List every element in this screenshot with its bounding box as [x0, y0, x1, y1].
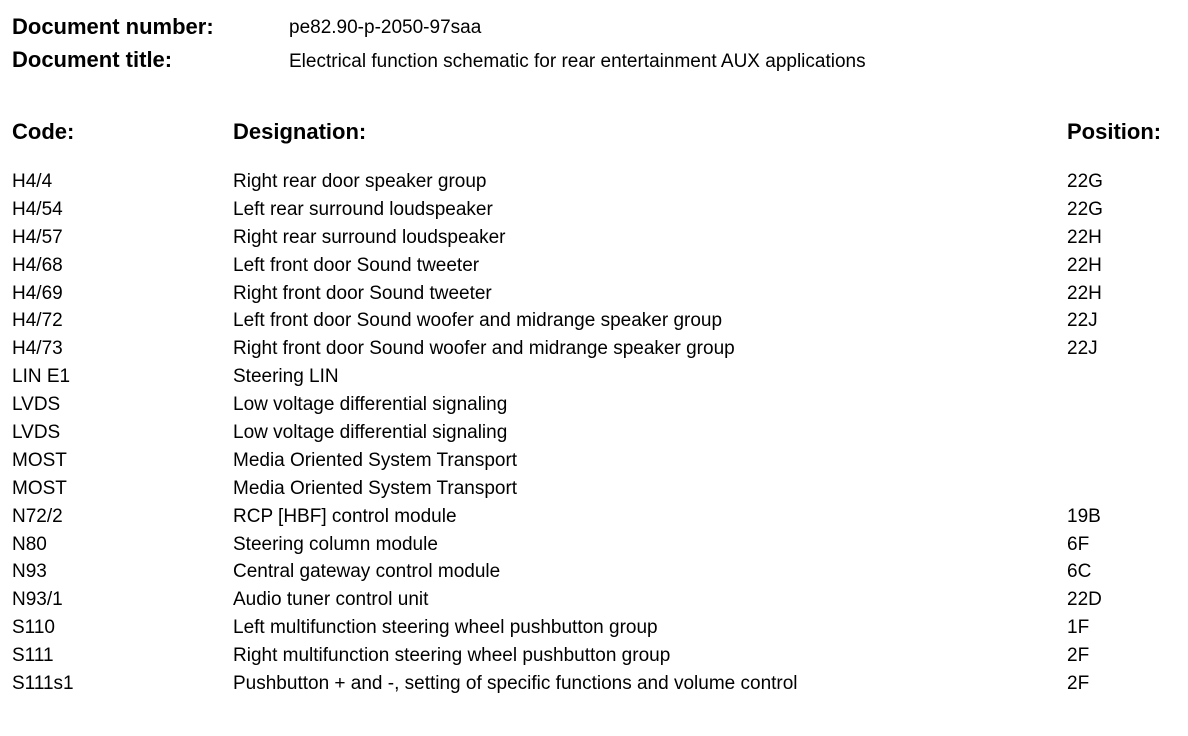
cell-designation: Right front door Sound woofer and midrange speaker group [233, 338, 735, 360]
cell-designation: Media Oriented System Transport [233, 477, 518, 499]
table-row [0, 589, 1188, 617]
cell-position: 22J [1067, 338, 1098, 360]
cell-position: 22H [1067, 282, 1102, 304]
cell-designation: Left rear surround loudspeaker [233, 198, 493, 220]
table-row [0, 506, 1188, 534]
cell-code: H4/72 [12, 310, 63, 332]
table-row [0, 478, 1188, 506]
cell-designation: Right multifunction steering wheel pushbutton group [233, 645, 671, 667]
cell-designation: Left front door Sound tweeter [233, 254, 480, 276]
cell-position: 2F [1067, 673, 1090, 695]
cell-code: H4/69 [12, 282, 63, 304]
cell-code: H4/73 [12, 338, 63, 360]
cell-code: N80 [12, 533, 47, 555]
cell-designation: Central gateway control module [233, 561, 501, 583]
header-designation: Designation: [233, 119, 367, 144]
document-title-value: Electrical function schematic for rear entertainment AUX applications [289, 51, 866, 72]
table-row [0, 422, 1188, 450]
cell-position: 19B [1067, 505, 1101, 527]
cell-position: 22H [1067, 226, 1102, 248]
cell-code: N93/1 [12, 589, 63, 611]
header-position: Position: [1067, 119, 1162, 144]
cell-code: H4/4 [12, 171, 53, 192]
document-number-row [0, 14, 1188, 44]
document-title-label: Document title: [12, 47, 173, 72]
cell-position: 22G [1067, 171, 1103, 192]
table-body [0, 171, 1188, 701]
cell-designation: Pushbutton + and -, setting of specific functions and volume control [233, 673, 798, 695]
cell-position: 22D [1067, 589, 1102, 611]
cell-designation: Low voltage differential signaling [233, 422, 508, 444]
table-row [0, 617, 1188, 645]
cell-code: H4/54 [12, 198, 63, 220]
cell-position: 22H [1067, 254, 1102, 276]
cell-position: 6C [1067, 561, 1092, 583]
cell-designation: Left front door Sound woofer and midrange speaker group [233, 310, 723, 332]
cell-code: H4/68 [12, 254, 63, 276]
table-row [0, 394, 1188, 422]
table-row [0, 255, 1188, 283]
cell-code: S111s1 [12, 673, 74, 695]
cell-designation: Right rear door speaker group [233, 171, 487, 192]
cell-code: MOST [12, 449, 67, 471]
document-title-row [0, 47, 1188, 77]
table-row [0, 645, 1188, 673]
cell-code: N93 [12, 561, 47, 583]
table-row [0, 534, 1188, 562]
cell-code: H4/57 [12, 226, 63, 248]
cell-code: LVDS [12, 422, 61, 444]
cell-code: S111 [12, 645, 54, 667]
cell-code: LIN E1 [12, 366, 71, 388]
table-row [0, 338, 1188, 366]
cell-designation: Right rear surround loudspeaker [233, 226, 506, 248]
cell-code: MOST [12, 477, 67, 499]
table-row [0, 450, 1188, 478]
cell-code: LVDS [12, 394, 61, 416]
table-row [0, 171, 1188, 199]
cell-designation: Left multifunction steering wheel pushbutton group [233, 617, 658, 639]
table-row [0, 283, 1188, 311]
document-number-value: pe82.90-p-2050-97saa [289, 17, 482, 38]
cell-designation: Right front door Sound tweeter [233, 282, 492, 304]
table-row [0, 673, 1188, 701]
table-row [0, 366, 1188, 394]
cell-position: 2F [1067, 645, 1090, 667]
header-code: Code: [12, 119, 75, 144]
cell-designation: Audio tuner control unit [233, 589, 429, 611]
cell-designation: Low voltage differential signaling [233, 394, 508, 416]
document-number-label: Document number: [12, 14, 214, 39]
table-row [0, 227, 1188, 255]
cell-designation: Steering LIN [233, 366, 339, 388]
cell-position: 22G [1067, 198, 1103, 220]
cell-designation: Media Oriented System Transport [233, 449, 518, 471]
cell-code: N72/2 [12, 505, 63, 527]
table-header [0, 119, 1188, 149]
table-row [0, 310, 1188, 338]
cell-position: 1F [1067, 617, 1090, 639]
table-row [0, 199, 1188, 227]
cell-code: S110 [12, 617, 55, 639]
cell-designation: RCP [HBF] control module [233, 505, 457, 527]
table-row [0, 561, 1188, 589]
cell-position: 22J [1067, 310, 1098, 332]
cell-position: 6F [1067, 533, 1090, 555]
cell-designation: Steering column module [233, 533, 438, 555]
